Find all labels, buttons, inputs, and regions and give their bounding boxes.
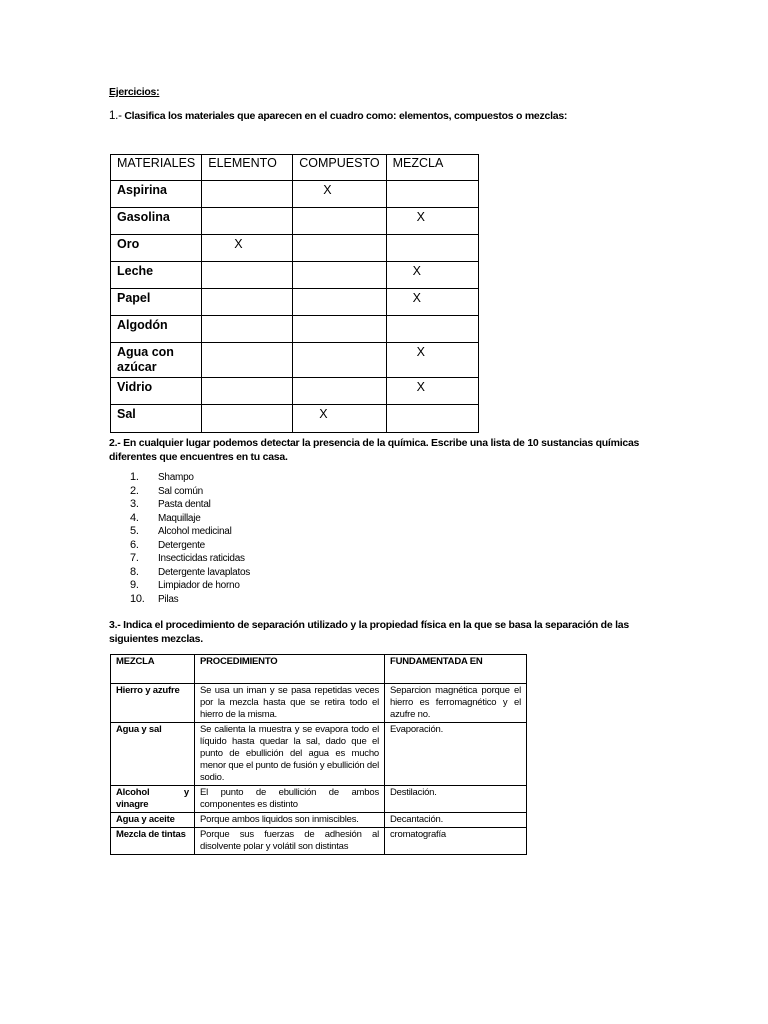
basis-cell: Evaporación. xyxy=(385,723,527,786)
list-number: 8. xyxy=(130,565,139,578)
elemento-cell xyxy=(202,181,293,208)
list-text: Detergente lavaplatos xyxy=(158,566,251,578)
list-text: Shampo xyxy=(158,472,194,483)
list-text: Limpiador de horno xyxy=(158,580,240,591)
separation-table-header xyxy=(111,655,527,684)
list-number: 5. xyxy=(130,525,139,537)
header-compuesto: COMPUESTO xyxy=(293,155,386,181)
list-text: Pilas xyxy=(158,593,179,605)
question-1-text: Clasifica los materiales que aparecen en el cuadro como: elementos, compuestos o mezclas: xyxy=(124,110,568,122)
question-2: 2.- En cualquier lugar podemos detectar la presencia de la química. Escribe una lista de 10 sustancias químicas diferentes que encuentres en tu casa. xyxy=(109,437,640,463)
mezcla-cell: X xyxy=(386,262,478,289)
mezcla-cell xyxy=(386,405,478,433)
exercises-heading: Ejercicios: xyxy=(109,86,160,98)
materials-table xyxy=(110,154,479,433)
mixture-cell: Mezcla de tintas xyxy=(111,828,195,855)
mezcla-cell: X xyxy=(386,208,478,235)
elemento-cell xyxy=(202,405,293,433)
material-cell: Algodón xyxy=(111,316,202,343)
compuesto-cell xyxy=(293,289,386,316)
compuesto-cell xyxy=(293,378,386,405)
table-row xyxy=(111,316,479,343)
question-3: 3.- Indica el procedimiento de separación utilizado y la propiedad física en la que se basa la separación de las siguientes mezclas. xyxy=(109,619,629,645)
table-row xyxy=(111,828,527,855)
table-row xyxy=(111,723,527,786)
basis-cell: Decantación. xyxy=(385,813,527,828)
elemento-cell xyxy=(202,262,293,289)
list-number: 3. xyxy=(130,498,139,510)
material-cell: Gasolina xyxy=(111,208,202,235)
list-item xyxy=(130,512,250,526)
material-cell: Leche xyxy=(111,262,202,289)
material-cell: Aspirina xyxy=(111,181,202,208)
header-elemento: ELEMENTO xyxy=(202,155,293,181)
question-1 xyxy=(109,110,567,122)
basis-cell: Separcion magnética porque el hierro es ferromagnético y el azufre no. xyxy=(385,684,527,723)
compuesto-cell xyxy=(293,316,386,343)
materials-table-header xyxy=(111,155,479,181)
question-1-number: 1.- xyxy=(109,110,122,122)
separation-table xyxy=(110,654,527,855)
mixture-cell: Agua y aceite xyxy=(111,813,195,828)
mezcla-cell: X xyxy=(386,343,478,378)
elemento-cell xyxy=(202,378,293,405)
list-number: 10. xyxy=(130,592,145,605)
mixture-cell: Hierro y azufre xyxy=(111,684,195,723)
table-row xyxy=(111,235,479,262)
material-cell: Oro xyxy=(111,235,202,262)
table-row xyxy=(111,262,479,289)
list-number: 6. xyxy=(130,538,139,551)
table-row xyxy=(111,786,527,813)
list-number: 9. xyxy=(130,579,139,591)
material-cell: Papel xyxy=(111,289,202,316)
list-text: Detergente xyxy=(158,539,205,551)
procedure-cell: Porque ambos liquidos son inmiscibles. xyxy=(195,813,385,828)
list-text: Sal común xyxy=(158,485,203,497)
list-number: 2. xyxy=(130,484,139,497)
compuesto-cell xyxy=(293,208,386,235)
elemento-cell xyxy=(202,316,293,343)
table-row xyxy=(111,181,479,208)
procedure-cell: El punto de ebullición de ambos componentes es distinto xyxy=(195,786,385,813)
mixture-cell: Alcohol y vinagre xyxy=(111,786,195,813)
table-row xyxy=(111,684,527,723)
procedure-cell: Porque sus fuerzas de adhesión al disolvente polar y volátil son distintas xyxy=(195,828,385,855)
procedure-cell: Se calienta la muestra y se evapora todo el líquido hasta quedar la sal, dado que el punto de ebullición del agua es mucho menor que el punto de fusión y ebullición del sodio. xyxy=(195,723,385,786)
list-item xyxy=(130,566,250,580)
elemento-cell xyxy=(202,208,293,235)
header-mezcla: MEZCLA xyxy=(386,155,478,181)
mezcla-cell: X xyxy=(386,378,478,405)
header-fundamentada-en: FUNDAMENTADA EN xyxy=(385,655,527,684)
list-item xyxy=(130,593,250,607)
list-item xyxy=(130,525,250,539)
list-item xyxy=(130,471,250,485)
mezcla-cell xyxy=(386,181,478,208)
header-mezcla: MEZCLA xyxy=(111,655,195,684)
mezcla-cell xyxy=(386,235,478,262)
list-item xyxy=(130,579,250,593)
list-item xyxy=(130,552,250,566)
list-text: Insecticidas raticidas xyxy=(158,553,245,564)
table-row xyxy=(111,289,479,316)
list-text: Pasta dental xyxy=(158,499,211,510)
list-text: Alcohol medicinal xyxy=(158,526,232,537)
compuesto-cell xyxy=(293,343,386,378)
compuesto-cell: X xyxy=(293,405,386,433)
basis-cell: cromatografía xyxy=(385,828,527,855)
list-number: 1. xyxy=(130,471,139,483)
mezcla-cell xyxy=(386,316,478,343)
compuesto-cell xyxy=(293,235,386,262)
material-cell: Vidrio xyxy=(111,378,202,405)
material-cell: Sal xyxy=(111,405,202,433)
list-text: Maquillaje xyxy=(158,512,201,524)
basis-cell: Destilación. xyxy=(385,786,527,813)
table-row xyxy=(111,405,479,433)
mixture-cell: Agua y sal xyxy=(111,723,195,786)
elemento-cell xyxy=(202,289,293,316)
table-row xyxy=(111,343,479,378)
list-number: 7. xyxy=(130,552,139,564)
table-row xyxy=(111,208,479,235)
material-cell: Agua con azúcar xyxy=(111,343,202,378)
mezcla-cell: X xyxy=(386,289,478,316)
header-materiales: MATERIALES xyxy=(111,155,202,181)
compuesto-cell xyxy=(293,262,386,289)
list-item xyxy=(130,498,250,512)
substances-list xyxy=(130,471,250,606)
compuesto-cell: X xyxy=(293,181,386,208)
list-number: 4. xyxy=(130,511,139,524)
list-item xyxy=(130,539,250,553)
procedure-cell: Se usa un iman y se pasa repetidas veces por la mezcla hasta que se retira todo el hierro de la misma. xyxy=(195,684,385,723)
elemento-cell: X xyxy=(202,235,293,262)
table-row xyxy=(111,378,479,405)
table-row xyxy=(111,813,527,828)
elemento-cell xyxy=(202,343,293,378)
list-item xyxy=(130,485,250,499)
header-procedimiento: PROCEDIMIENTO xyxy=(195,655,385,684)
